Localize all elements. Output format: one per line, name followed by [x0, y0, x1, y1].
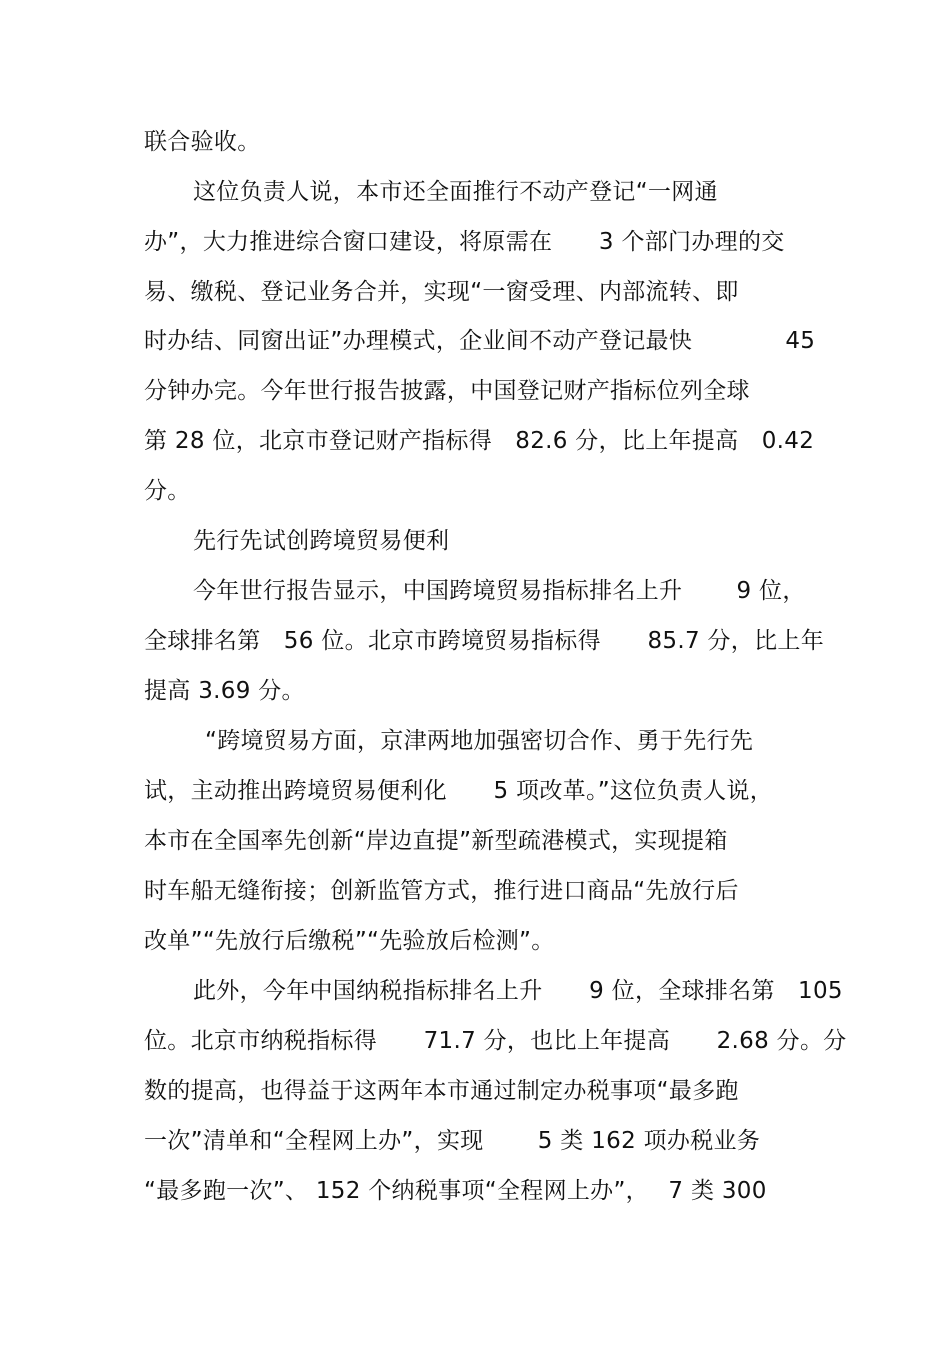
- text-line: 本市在全国率先创新“岸边直提”新型疏港模式，实现提箱: [144, 828, 728, 854]
- paragraph-start-line: “跨境贸易方面，京津两地加强密切合作、勇于先行先: [205, 728, 754, 754]
- text-line: 易、缴税、登记业务合并，实现“一窗受理、内部流转、即: [144, 279, 739, 305]
- text-line: 位。北京市纳税指标得 71.7 分，也比上年提高 2.68 分。分: [144, 1028, 847, 1054]
- text-line: 数的提高，也得益于这两年本市通过制定办税事项“最多跑: [144, 1078, 739, 1104]
- text-line: 办”，大力推进综合窗口建设，将原需在 3 个部门办理的交: [144, 229, 785, 255]
- text-line: 一次”清单和“全程网上办”，实现 5 类 162 项办税业务: [144, 1128, 761, 1154]
- text-line: 全球排名第 56 位。北京市跨境贸易指标得 85.7 分，比上年: [144, 628, 824, 654]
- text-line: 提高 3.69 分。: [144, 678, 305, 704]
- text-line: 分。: [144, 478, 191, 504]
- text-line: 第 28 位，北京市登记财产指标得 82.6 分，比上年提高 0.42: [144, 428, 815, 454]
- text-line: 时办结、同窗出证”办理模式，企业间不动产登记最快 45: [144, 328, 816, 354]
- text-line: 分钟办完。今年世行报告披露，中国登记财产指标位列全球: [144, 378, 750, 404]
- text-line: 改单”“先放行后缴税”“先验放后检测”。: [144, 928, 555, 954]
- section-heading: 先行先试创跨境贸易便利: [193, 528, 450, 554]
- paragraph-start-line: 今年世行报告显示，中国跨境贸易指标排名上升 9 位，: [193, 578, 806, 604]
- text-line: 联合验收。: [144, 129, 261, 155]
- text-line: “最多跑一次”、 152 个纳税事项“全程网上办”， 7 类 300: [144, 1178, 767, 1204]
- paragraph-start-line: 此外，今年中国纳税指标排名上升 9 位，全球排名第 105: [193, 978, 843, 1004]
- text-line: 时车船无缝衔接；创新监管方式，推行进口商品“先放行后: [144, 878, 739, 904]
- text-line: 试，主动推出跨境贸易便利化 5 项改革。”这位负责人说，: [144, 778, 774, 804]
- paragraph-start-line: 这位负责人说，本市还全面推行不动产登记“一网通: [193, 179, 718, 205]
